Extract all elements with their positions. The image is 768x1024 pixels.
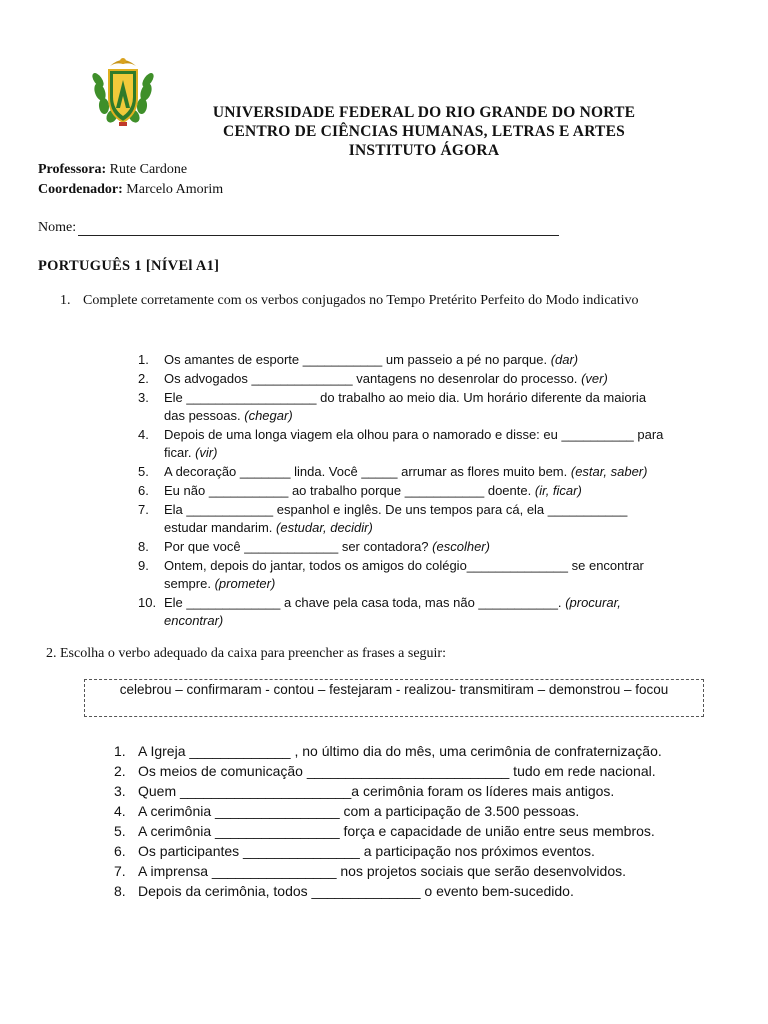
question-2-instruction: 2. Escolha o verbo adequado da caixa para preencher as frases a seguir: <box>46 646 446 661</box>
item-number: 8. <box>114 883 126 899</box>
item-number: 9. <box>138 558 149 573</box>
item-verb-hint: (estar, saber) <box>570 464 648 479</box>
item-sentence: Eu não ___________ ao trabalho porque ___________ doente. <box>164 483 532 498</box>
item-verb-hint: (prometer) <box>214 576 276 591</box>
item-number: 7. <box>114 863 126 879</box>
item-number: 2. <box>138 371 149 386</box>
exercise-1-item <box>138 351 668 369</box>
item-sentence: Ele __________________ do trabalho ao meio dia. Um horário diferente da maioria das pessoas. <box>164 390 647 423</box>
item-sentence: Os advogados ______________ vantagens no desenrolar do processo. <box>164 371 578 386</box>
item-sentence: Por que você _____________ ser contadora? <box>164 539 429 554</box>
item-verb-hint: (ver) <box>581 371 608 386</box>
item-sentence: Depois de uma longa viagem ela olhou para o namorado e disse: eu __________ para ficar. <box>164 427 664 460</box>
item-verb-hint: (dar) <box>550 352 579 367</box>
item-number: 7. <box>138 502 149 517</box>
institute-name: INSTITUTO ÁGORA <box>348 142 500 159</box>
university-name: UNIVERSIDADE FEDERAL DO RIO GRANDE DO NORTE <box>212 104 636 121</box>
item-verb-hint: (vir) <box>195 445 218 460</box>
professor-label: Professora: <box>38 162 107 177</box>
exercise-1-item <box>138 501 668 537</box>
item-sentence: Ele _____________ a chave pela casa toda, mas não ___________. <box>164 595 562 610</box>
exercise-1-list <box>138 351 668 631</box>
exercise-1-item <box>138 538 668 556</box>
item-number: 3. <box>138 390 149 405</box>
item-sentence: Ela ____________ espanhol e inglês. De uns tempos para cá, ela ___________ estudar mandarim. <box>164 502 628 535</box>
exercise-2-item <box>114 881 714 901</box>
name-label: Nome: <box>38 220 77 235</box>
item-number: 5. <box>138 464 149 479</box>
item-sentence: Quem ______________________a cerimônia foram os líderes mais antigos. <box>138 783 615 799</box>
item-sentence: A decoração _______ linda. Você _____ arrumar as flores muito bem. <box>164 464 568 479</box>
exercise-2-item <box>114 861 714 881</box>
item-verb-hint: (ir, ficar) <box>534 483 582 498</box>
coordinator-label: Coordenador: <box>38 182 123 197</box>
exercise-1-item <box>138 557 668 593</box>
item-verb-hint: (estudar, decidir) <box>276 520 373 535</box>
coordinator-name: Marcelo Amorim <box>126 182 224 197</box>
item-number: 3. <box>114 783 126 799</box>
item-number: 8. <box>138 539 149 554</box>
exercise-2-item <box>114 741 714 761</box>
professor-name: Rute Cardone <box>109 162 188 177</box>
question-1-instruction: Complete corretamente com os verbos conjugados no Tempo Pretérito Perfeito do Modo indicativo <box>83 293 639 308</box>
item-sentence: A imprensa ________________ nos projetos sociais que serão desenvolvidos. <box>138 863 627 879</box>
item-sentence: A Igreja _____________ , no último dia do mês, uma cerimônia de confraternização. <box>138 743 662 759</box>
exercise-1-item <box>138 370 668 388</box>
item-sentence: A cerimônia ________________ com a participação de 3.500 pessoas. <box>138 803 580 819</box>
exercise-1-item <box>138 426 668 462</box>
item-number: 2. <box>114 763 126 779</box>
exercise-1-item <box>138 594 668 630</box>
item-number: 4. <box>138 427 149 442</box>
item-sentence: Os meios de comunicação __________________________ tudo em rede nacional. <box>138 763 656 779</box>
item-number: 5. <box>114 823 126 839</box>
name-field-line[interactable] <box>78 235 559 236</box>
item-verb-hint: (escolher) <box>432 539 490 554</box>
exercise-2-item <box>114 761 714 781</box>
question-1-number: 1. <box>60 293 71 308</box>
item-verb-hint: (chegar) <box>244 408 293 423</box>
exercise-1-item <box>138 463 668 481</box>
item-number: 6. <box>114 843 126 859</box>
item-sentence: Os participantes _______________ a participação nos próximos eventos. <box>138 843 595 859</box>
item-sentence: A cerimônia ________________ força e capacidade de união entre seus membros. <box>138 823 655 839</box>
section-title: PORTUGUÊS 1 [NÍVEl A1] <box>38 258 220 274</box>
professor-line <box>38 162 187 178</box>
exercise-1-item <box>138 389 668 425</box>
item-sentence: Ontem, depois do jantar, todos os amigos do colégio______________ se encontrar sempre. <box>164 558 644 591</box>
verb-word-box: celebrou – confirmaram - contou – festejaram - realizou- transmitiram – demonstrou – focou <box>84 679 704 717</box>
item-sentence: Depois da cerimônia, todos ______________ o evento bem-sucedido. <box>138 883 574 899</box>
item-sentence: Os amantes de esporte ___________ um passeio a pé no parque. <box>164 352 548 367</box>
exercise-2-item <box>114 781 714 801</box>
center-name: CENTRO DE CIÊNCIAS HUMANAS, LETRAS E ARTES <box>223 123 625 140</box>
item-number: 4. <box>114 803 126 819</box>
exercise-1-item <box>138 482 668 500</box>
coordinator-line <box>38 182 223 198</box>
exercise-2-list <box>114 741 714 901</box>
item-number: 6. <box>138 483 149 498</box>
item-number: 1. <box>138 352 149 367</box>
item-verb-hint: (procurar, encontrar) <box>164 595 621 628</box>
exercise-2-item <box>114 821 714 841</box>
item-number: 10. <box>138 595 157 610</box>
exercise-2-item <box>114 801 714 821</box>
exercise-2-item <box>114 841 714 861</box>
item-number: 1. <box>114 743 126 759</box>
